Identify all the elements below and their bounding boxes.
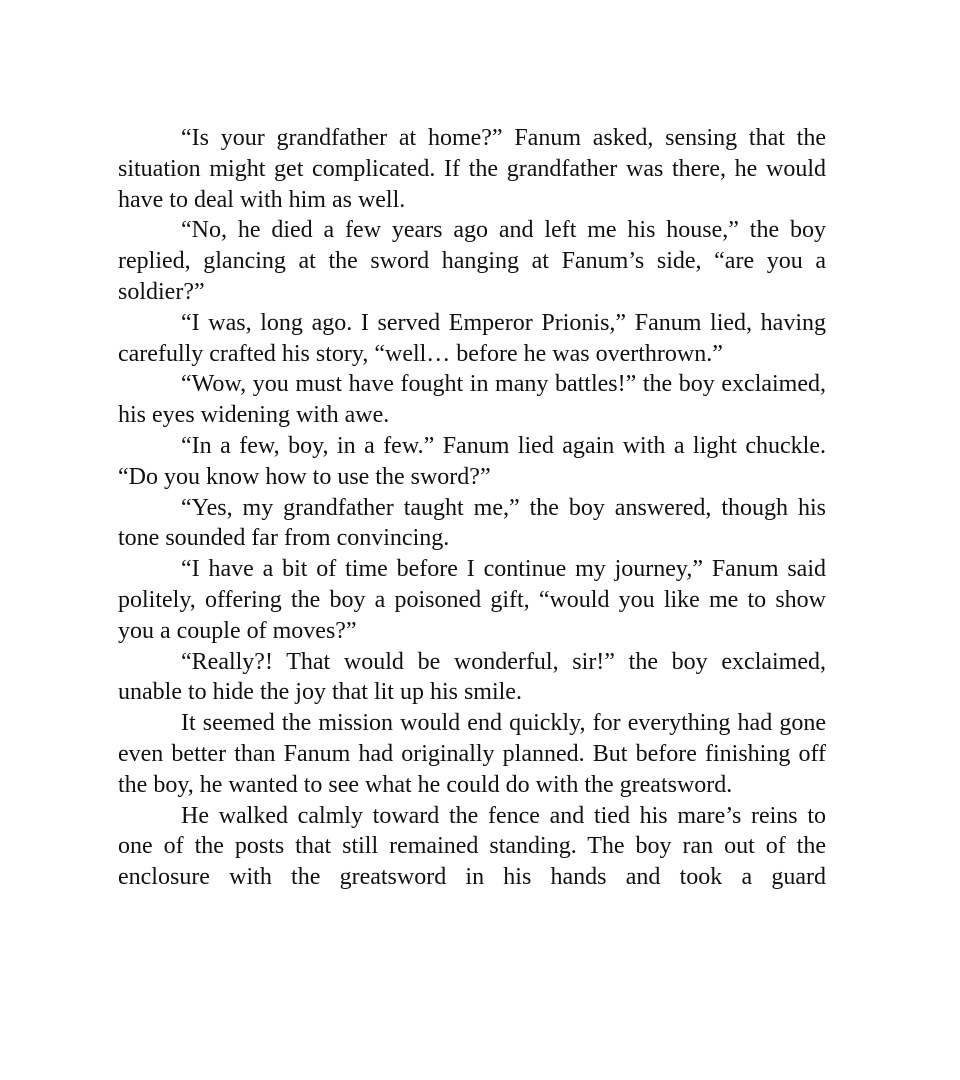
paragraph-10: He walked calmly toward the fence and tied his mare’s reins to one of the posts that still remained standing. The boy ran out of the enclosure with the greatsword in his hands and took a guard: [118, 802, 826, 891]
paragraph-5: “In a few, boy, in a few.” Fanum lied again with a light chuckle. “Do you know how to use the sword?”: [118, 432, 826, 490]
paragraph-1: “Is your grandfather at home?” Fanum asked, sensing that the situation might get complicated. If the grandfather was there, he would have to deal with him as well.: [118, 125, 826, 213]
paragraph-9: It seemed the mission would end quickly, for everything had gone even better than Fanum had originally planned. But before finishing off the boy, he wanted to see what he could do with the greatsword.: [118, 710, 826, 798]
paragraph-3: “I was, long ago. I served Emperor Prionis,” Fanum lied, having carefully crafted his story, “well… before he was overthrown.”: [118, 309, 826, 367]
paragraph-7: “I have a bit of time before I continue my journey,” Fanum said politely, offering the boy a poisoned gift, “would you like me to show you a couple of moves?”: [118, 556, 826, 644]
page-body: [118, 123, 826, 893]
paragraph-2: “No, he died a few years ago and left me his house,” the boy replied, glancing at the sword hanging at Fanum’s side, “are you a soldier?”: [118, 217, 826, 305]
paragraph-8: “Really?! That would be wonderful, sir!” the boy exclaimed, unable to hide the joy that lit up his smile.: [118, 648, 826, 706]
paragraph-6: “Yes, my grandfather taught me,” the boy answered, though his tone sounded far from convincing.: [118, 494, 826, 552]
paragraph-4: “Wow, you must have fought in many battles!” the boy exclaimed, his eyes widening with awe.: [118, 371, 826, 429]
